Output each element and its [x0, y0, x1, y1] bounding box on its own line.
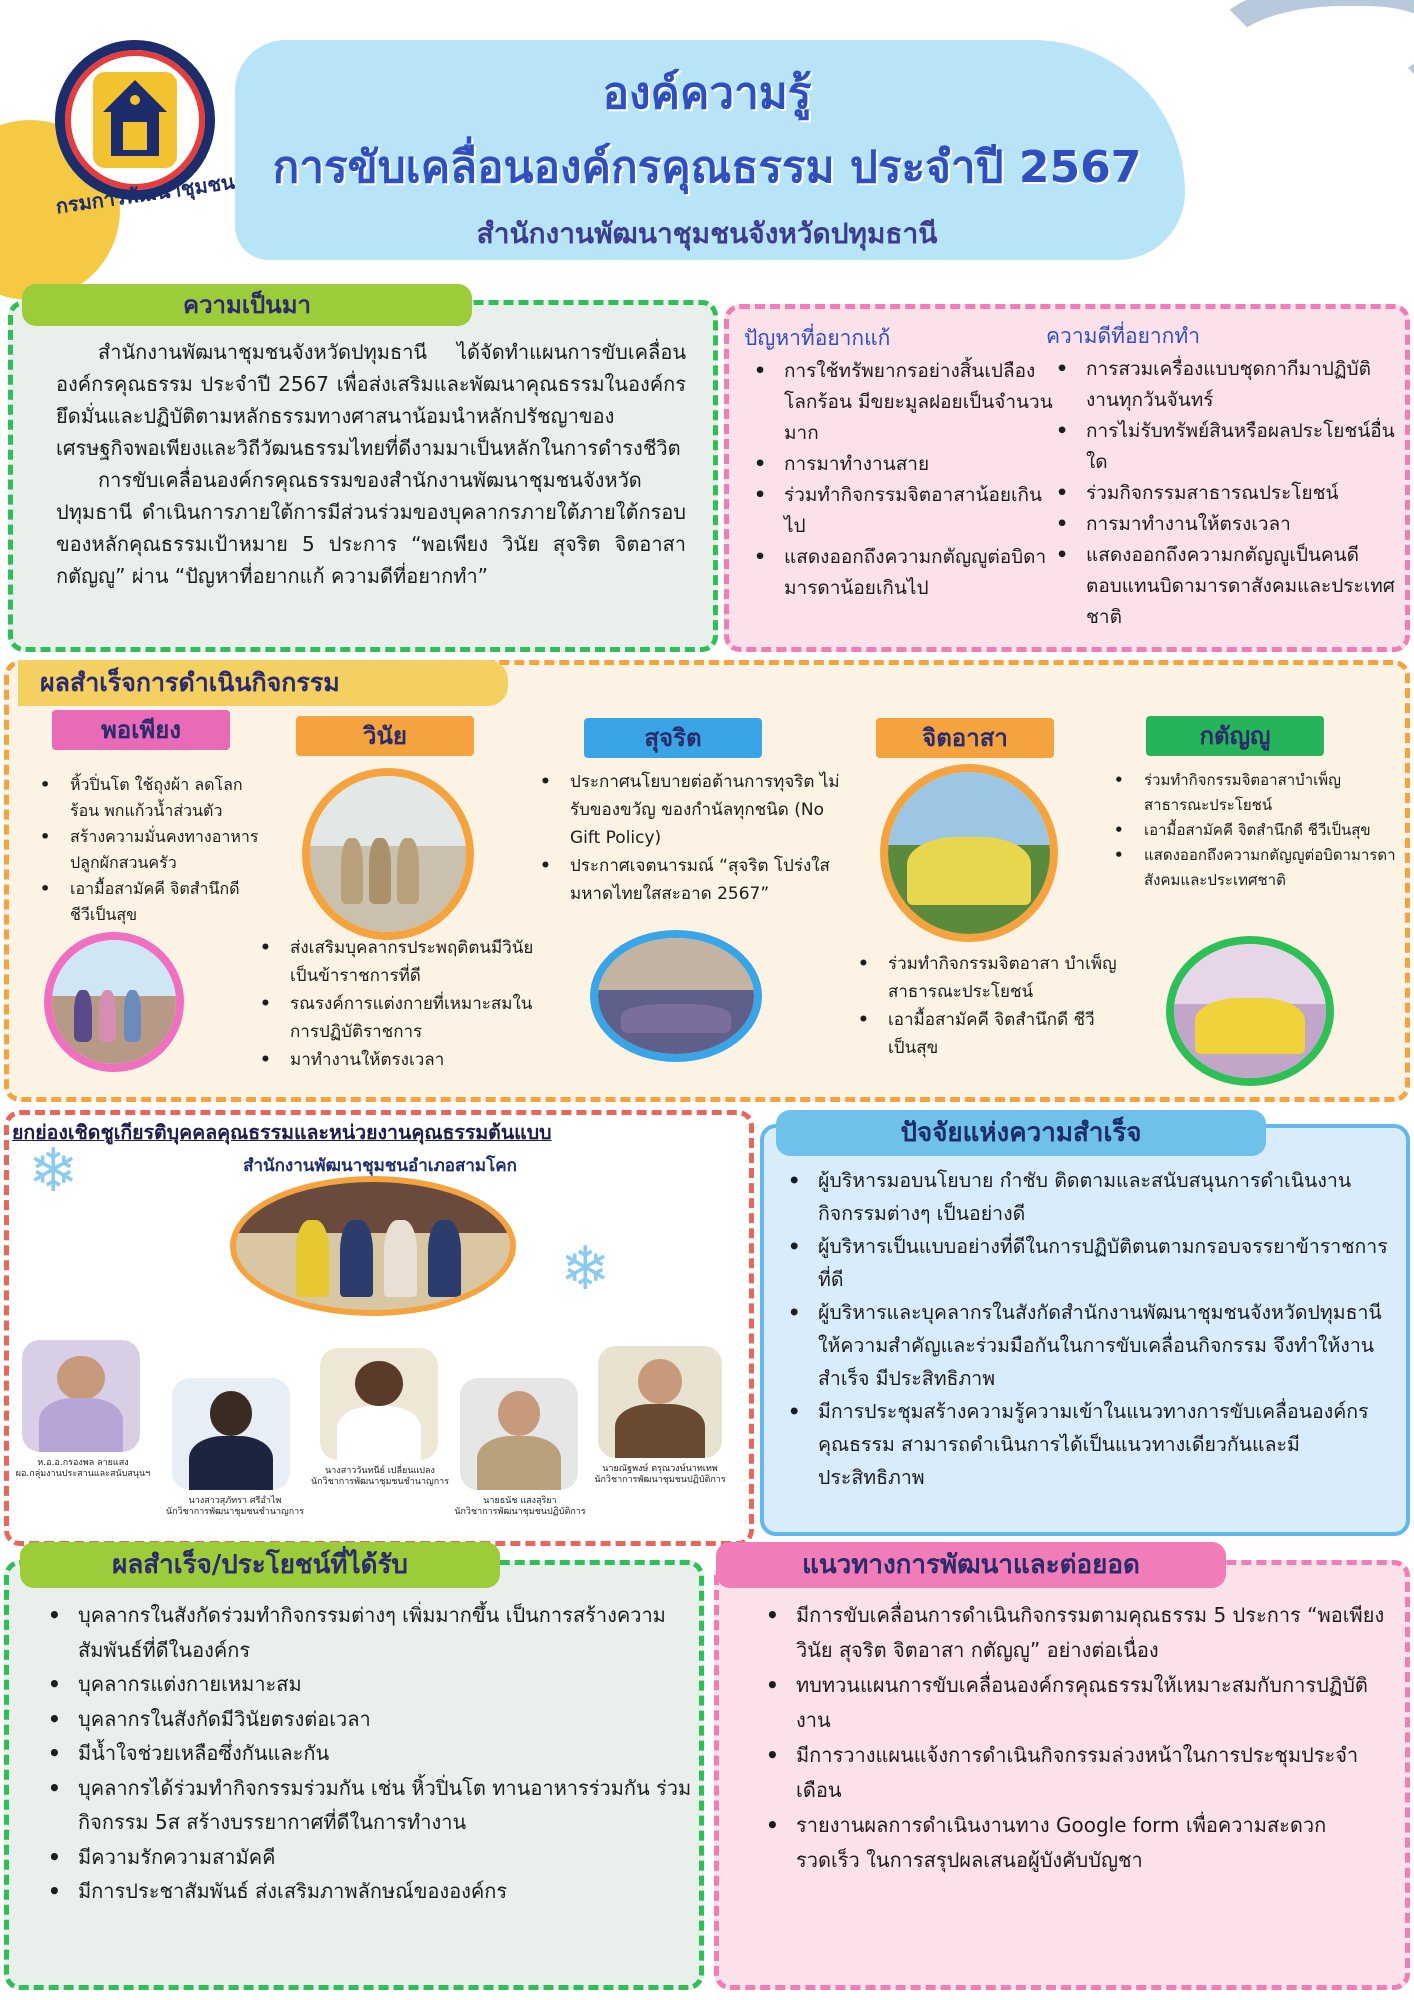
list-item: • ประกาศเจตนารมณ์ “สุจริต โปร่งใส มหาดไทยใสสะอาด 2567” [534, 852, 844, 908]
page-title-main: การขับเคลื่อนองค์กรคุณธรรม ประจำปี 2567 [272, 142, 1142, 193]
good-deeds-list [1050, 354, 1400, 633]
list-item: • มีการประชุมสร้างความรู้ความเข้าในแนวทางการขับเคลื่อนองค์กรคุณธรรม สามารถดำเนินการได้เป็นแนวทางเดียวกันและมีประสิทธิภาพ [782, 1395, 1394, 1494]
person-role: นักวิชาการพัฒนาชุมชนชำนาญการ [310, 1477, 450, 1487]
list-item: • ร่วมกิจกรรมสาธารณประโยชน์ [1050, 478, 1400, 509]
portrait-3-caption [290, 1466, 470, 1488]
list-item: • มีการขับเคลื่อนการดำเนินกิจกรรมตามคุณธรรม 5 ประการ “พอเพียง วินัย สุจริต จิตอาสา กตัญญู” อย่างต่อเนื่อง [760, 1598, 1390, 1668]
virtue-tag-honesty: สุจริต [584, 718, 762, 758]
portrait-2 [172, 1378, 290, 1490]
portrait-5 [598, 1346, 722, 1458]
list-item: • ส่งเสริมบุคลากรประพฤติตนมีวินัย เป็นข้าราชการที่ดี [254, 934, 544, 990]
snowflake-icon: ❄ [560, 1234, 611, 1304]
person-name: นายธนัช แสงสุริยา [483, 1496, 557, 1506]
person-name: ห.อ.อ.กรองพล ลายแสง [37, 1458, 129, 1468]
honor-group-photo [230, 1176, 516, 1316]
person-role: นักวิชาการพัฒนาชุมชนปฏิบัติการ [454, 1507, 586, 1517]
honesty-photo [590, 930, 762, 1062]
list-item: • การไม่รับทรัพย์สินหรือผลประโยชน์อื่นใด [1050, 416, 1400, 478]
portrait-5-caption [572, 1464, 748, 1486]
list-item: • บุคลากรแต่งกายเหมาะสม [42, 1667, 692, 1702]
list-item: • เอามื้อสามัคคี จิตสำนึกดี ชีวีเป็นสุข [1108, 818, 1396, 843]
list-item: • รายงานผลการดำเนินงานทาง Google form เพื่อความสะดวก รวดเร็ว ในการสรุปผลเสนอผู้บังคับบัญชา [760, 1808, 1390, 1878]
portrait-4 [460, 1378, 578, 1490]
honor-unit: สำนักงานพัฒนาชุมชนอำเภอสามโคก [243, 1156, 517, 1176]
list-item: • มีความรักความสามัคคี [42, 1840, 692, 1875]
development-list [760, 1598, 1390, 1878]
list-item: • การสวมเครื่องแบบชุดกากีมาปฏิบัติงานทุกวันจันทร์ [1050, 354, 1400, 416]
list-item: • การใช้ทรัพยากรอย่างสิ้นเปลือง โลกร้อน มีขยะมูลฝอยเป็นจำนวนมาก [748, 356, 1058, 449]
problems-list [748, 356, 1058, 604]
list-item: • เอามื้อสามัคคี จิตสำนึกดี ชีวีเป็นสุข [34, 876, 264, 928]
benefits-heading: ผลสำเร็จ/ประโยชน์ที่ได้รับ [20, 1542, 500, 1588]
virtue-tag-gratitude: กตัญญู [1146, 716, 1324, 756]
sufficiency-photo [44, 932, 184, 1072]
portrait-1-caption [8, 1458, 158, 1480]
person-name: นายณัฐพงษ์ ตรุณวงษ์นาทเทพ [602, 1464, 718, 1474]
list-item: • ทบทวนแผนการขับเคลื่อนองค์กรคุณธรรมให้เหมาะสมกับการปฏิบัติงาน [760, 1668, 1390, 1738]
list-item: • การมาทำงานให้ตรงเวลา [1050, 509, 1400, 540]
development-heading: แนวทางการพัฒนาและต่อยอด [716, 1542, 1226, 1588]
background-paragraph-1: สำนักงานพัฒนาชุมชนจังหวัดปทุมธานี ได้จัดทำแผนการขับเคลื่อนองค์กรคุณธรรม ประจำปี 2567 เพื่อส่งเสริมและพัฒนาคุณธรรมในองค์กรยึดมั่นและปฏิบัติตามหลักธรรมทางศาสนาน้อมนำหลักปรัชญาของเศรษฐกิจพอเพียงและวิถีวัฒนธรรมไทยที่ดีงามมาเป็นหลักในการดำรงชีวิต [56, 340, 686, 460]
list-item: • มีการประชาสัมพันธ์ ส่งเสริมภาพลักษณ์ขององค์กร [42, 1874, 692, 1909]
list-item: • บุคลากรในสังกัดร่วมทำกิจกรรมต่างๆ เพิ่มมากขึ้น เป็นการสร้างความสัมพันธ์ที่ดีในองค์กร [42, 1598, 692, 1667]
portrait-2-caption [140, 1496, 330, 1518]
list-item: • มีน้ำใจช่วยเหลือซึ่งกันและกัน [42, 1736, 692, 1771]
sufficiency-list [34, 772, 264, 928]
honesty-list [534, 768, 844, 908]
gratitude-photo [1166, 936, 1334, 1086]
person-role: นักวิชาการพัฒนาชุมชนปฏิบัติการ [594, 1475, 726, 1485]
person-name: นางสาวสุภัทรา ศรีอำไพ [188, 1496, 282, 1506]
list-item: • สร้างความมั่นคงทางอาหาร ปลูกผักสวนครัว [34, 824, 264, 876]
success-factors-heading: ปัจจัยแห่งความสำเร็จ [776, 1110, 1266, 1156]
virtue-tag-sufficiency: พอเพียง [52, 710, 230, 750]
volunteer-photo [880, 764, 1058, 942]
list-item: • การมาทำงานสาย [748, 449, 1058, 480]
portrait-1 [22, 1340, 140, 1452]
list-item: • มีการวางแผนแจ้งการดำเนินกิจกรรมล่วงหน้าในการประชุมประจำเดือน [760, 1738, 1390, 1808]
list-item: • แสดงออกถึงความกตัญญูต่อบิดามารดา สังคมและประเทศชาติ [1108, 843, 1396, 893]
page-subtitle: สำนักงานพัฒนาชุมชนจังหวัดปทุมธานี [476, 217, 938, 250]
volunteer-list [852, 950, 1122, 1062]
success-factors-list [782, 1164, 1394, 1494]
honor-heading: ยกย่องเชิดชูเกียรติบุคคลคุณธรรมและหน่วยงานคุณธรรมต้นแบบ [12, 1121, 552, 1144]
list-item: • เอามื้อสามัคคี จิตสำนึกดี ชีวีเป็นสุข [852, 1006, 1122, 1062]
virtue-tag-volunteer: จิตอาสา [876, 718, 1054, 758]
snowflake-icon: ❄ [28, 1136, 79, 1206]
benefits-list [42, 1598, 692, 1909]
list-item: • ประกาศนโยบายต่อต้านการทุจริต ไม่รับของขวัญ ของกำนัลทุกชนิด (No Gift Policy) [534, 768, 844, 852]
list-item: • แสดงออกถึงความกตัญญูต่อบิดามารดาน้อยเกินไป [748, 542, 1058, 604]
background-paragraph-2: การขับเคลื่อนองค์กรคุณธรรมของสำนักงานพัฒนาชุมชนจังหวัดปทุมธานี ดำเนินการภายใต้การมีส่วนร่วมของบุคลากรภายใต้ภายใต้กรอบของหลักคุณธรรมเป้าหมาย 5 ประการ “พอเพียง วินัย สุจริต จิตอาสา กตัญญู” ผ่าน “ปัญหาที่อยากแก้ ความดีที่อยากทำ” [56, 468, 686, 588]
portrait-3 [320, 1348, 438, 1460]
list-item: • หิ้วปิ่นโต ใช้ถุงผ้า ลดโลกร้อน พกแก้วน้ำส่วนตัว [34, 772, 264, 824]
discipline-photo [302, 768, 474, 940]
page-title: องค์ความรู้ [602, 68, 812, 119]
person-role: นักวิชาการพัฒนาชุมชนชำนาญการ [165, 1507, 305, 1517]
logo-text: กรมการพัฒนาชุมชน [54, 169, 237, 219]
virtue-tag-discipline: วินัย [296, 716, 474, 756]
problems-heading: ปัญหาที่อยากแก้ [744, 326, 891, 350]
gratitude-list [1108, 768, 1396, 893]
list-item: • ผู้บริหารเป็นแบบอย่างที่ดีในการปฏิบัติตนตามกรอบจรรยาข้าราชการที่ดี [782, 1230, 1394, 1296]
person-role: ผอ.กลุ่มงานประสานและสนับสนุนฯ [15, 1469, 151, 1479]
person-name: นางสาววันทนีย์ เปลี่ยนแปลง [325, 1466, 435, 1476]
portrait-4-caption [430, 1496, 610, 1518]
list-item: • มาทำงานให้ตรงเวลา [254, 1046, 544, 1074]
background-heading: ความเป็นมา [22, 284, 472, 326]
list-item: • ผู้บริหารมอบนโยบาย กำชับ ติดตามและสนับสนุนการดำเนินงานกิจกรรมต่างๆ เป็นอย่างดี [782, 1164, 1394, 1230]
list-item: • บุคลากรได้ร่วมทำกิจกรรมร่วมกัน เช่น หิ้วปิ่นโต ทานอาหารร่วมกัน ร่วมกิจกรรม 5ส สร้างบรรยากาศที่ดีในการทำงาน [42, 1771, 692, 1840]
background-text [56, 336, 686, 592]
achievements-heading: ผลสำเร็จการดำเนินกิจกรรม [18, 660, 508, 706]
list-item: • ร่วมทำกิจกรรมจิตอาสาน้อยเกินไป [748, 480, 1058, 542]
list-item: • ผู้บริหารและบุคลากรในสังกัดสำนักงานพัฒนาชุมชนจังหวัดปทุมธานี ให้ความสำคัญและร่วมมือกันในการขับเคลื่อนกิจกรรม จึงทำให้งานสำเร็จ มีประสิทธิภาพ [782, 1296, 1394, 1395]
discipline-list [254, 934, 544, 1074]
good-deeds-heading: ความดีที่อยากทำ [1046, 324, 1201, 348]
list-item: • แสดงออกถึงความกตัญญูเป็นคนดีตอบแทนบิดามารดาสังคมและประเทศชาติ [1050, 540, 1400, 633]
list-item: • ร่วมทำกิจกรรมจิตอาสา บำเพ็ญสาธารณะประโยชน์ [852, 950, 1122, 1006]
list-item: • รณรงค์การแต่งกายที่เหมาะสมในการปฏิบัติราชการ [254, 990, 544, 1046]
list-item: • ร่วมทำกิจกรรมจิตอาสาบำเพ็ญสาธารณะประโยชน์ [1108, 768, 1396, 818]
list-item: • บุคลากรในสังกัดมีวินัยตรงต่อเวลา [42, 1702, 692, 1737]
